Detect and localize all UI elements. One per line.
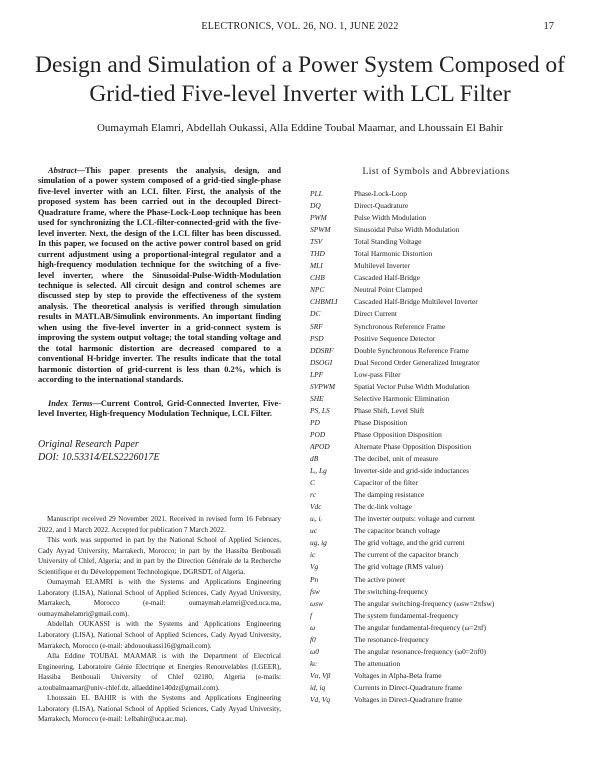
symbol-definition: Voltages in Direct-Quadrature frame bbox=[354, 694, 463, 704]
doi: DOI: 10.53314/ELS2226017E bbox=[38, 452, 160, 464]
symbol-row bbox=[310, 417, 562, 429]
symbol-abbr: ω bbox=[310, 622, 316, 632]
author-list: Oumaymah Elamri, Abdellah Oukassi, Alla Eddine Toubal Maamar, and Lhoussain El Bahir bbox=[96, 122, 504, 134]
symbol-row bbox=[310, 670, 562, 682]
symbol-row bbox=[310, 369, 562, 381]
symbol-definition: The switching-frequency bbox=[354, 586, 429, 596]
symbol-abbr: Lᵢ, Lg bbox=[310, 466, 327, 476]
symbol-definition: Spatial Vector Pulse Width Modulation bbox=[354, 381, 470, 391]
symbol-definition: Currents in Direct-Quadrature frame bbox=[354, 682, 463, 692]
symbol-row bbox=[310, 321, 562, 333]
symbol-abbr: ic bbox=[310, 550, 316, 560]
symbol-row bbox=[310, 513, 562, 525]
symbol-abbr: SRF bbox=[310, 321, 323, 331]
paper-type: Original Research Paper bbox=[38, 439, 139, 451]
running-header bbox=[0, 21, 600, 35]
symbol-abbr: Vg bbox=[310, 562, 319, 572]
symbol-row bbox=[310, 610, 562, 622]
symbol-abbr: PWM bbox=[310, 213, 327, 223]
symbol-definition: The damping resistance bbox=[354, 490, 425, 500]
symbol-row bbox=[310, 622, 562, 634]
symbol-row bbox=[310, 248, 562, 260]
journal-header: ELECTRONICS, VOL. 26, NO. 1, JUNE 2022 bbox=[201, 21, 399, 32]
symbol-definition: The resonance-frequency bbox=[354, 634, 429, 644]
symbol-abbr: DDSRF bbox=[310, 345, 334, 355]
symbol-definition: The system fundamental-frequency bbox=[354, 610, 459, 620]
symbol-row bbox=[310, 357, 562, 369]
symbol-definition: The active power bbox=[354, 574, 406, 584]
symbol-row bbox=[310, 345, 562, 357]
symbol-row bbox=[310, 296, 562, 308]
symbol-row bbox=[310, 694, 562, 706]
symbol-row bbox=[310, 561, 562, 573]
index-terms bbox=[38, 399, 281, 420]
symbol-abbr: POD bbox=[310, 429, 326, 439]
index-terms-lead: Index Terms bbox=[48, 398, 93, 408]
footnote-author-2: Abdellah OUKASSI is with the Systems and Applications Engineering Laboratory (LISA), National School of Applied Sciences, Cady Ayyad University, Marrakech, Morocco (e-mail: abdououkassi16@gmail.com). bbox=[38, 620, 281, 650]
symbol-definition: The inverter outputs: voltage and current bbox=[354, 514, 475, 524]
symbol-row bbox=[310, 598, 562, 610]
symbol-row bbox=[310, 477, 562, 489]
symbol-abbr: PSD bbox=[310, 333, 324, 343]
symbol-row bbox=[310, 236, 562, 248]
symbol-definition: Dual Second Order Generalized Integrator bbox=[354, 357, 480, 367]
symbol-definition: Neutral Point Clamped bbox=[354, 285, 423, 295]
symbol-abbr: fsw bbox=[310, 586, 320, 596]
symbol-definition: Cascaded Half-Bridge bbox=[354, 273, 420, 283]
symbol-definition: The decibel, unit of measure bbox=[354, 454, 439, 464]
symbol-row bbox=[310, 489, 562, 501]
symbol-abbr: SPWM bbox=[310, 225, 331, 235]
symbol-definition: The dc-link voltage bbox=[354, 502, 412, 512]
symbol-definition: Voltages in Alpha-Beta frame bbox=[354, 670, 442, 680]
symbol-definition: The grid voltage, and the grid current bbox=[354, 538, 465, 548]
symbol-abbr: ωsw bbox=[310, 598, 324, 608]
symbol-row bbox=[310, 308, 562, 320]
abstract-text: —This paper presents the analysis, design, and simulation of a power system composed of a grid-tied single-phase five-level inverter with an LCL filter. First, the analysis of the proposed system has been carried out in the decoupled Direct-Quadrature frame, where the Phase-Lock-Loop technique has been used for synchronizing the LCL-filter-connected-grid with the five-level inverter. Next, the design of the LCL filter has been discussed. In this paper, we focused on the active power control based on grid current adjustment using a proportional-integral regulator and a high-frequency modulation technique for the switching of a five-level inverter, where the Sinusoidal-Pulse-Width-Modulation technique is selected. All circuit design and control schemes are discussed step by step to provide the effectiveness of the system analysis. The theoretical analysis is verified through simulation results in MATLAB/Simulink environments. An important finding when using the five-level inverter in a grid-connect system is improving the system output voltage; the total standing voltage and the total harmonic distortion are decreased compared to a conventional H-bridge inverter. The results indicate that the total harmonic distortion of grid-current is less than 0.2%, which is according to the international standards. bbox=[38, 166, 281, 385]
symbol-row bbox=[310, 441, 562, 453]
symbol-abbr: DC bbox=[310, 309, 321, 319]
symbol-row bbox=[310, 501, 562, 513]
symbol-abbr: PLL bbox=[310, 189, 323, 198]
symbol-definition: Phase-Lock-Loop bbox=[354, 189, 407, 198]
symbol-definition: Direct-Quadrature bbox=[354, 201, 409, 211]
footnotes bbox=[38, 514, 281, 725]
footnote-author-3: Alla Eddine TOUBAL MAAMAR is with the Department of Electrical Engineering, Laboratoire Génie Electrique et Energies Renouvelables (LGEER), Hassiba Benbouali University of Chlef 02180, Algeria (e-mails: a.toubalmaamar@univ-chlef.dz, allaeddine140dz@gmail.com). bbox=[38, 652, 281, 692]
symbol-abbr: ω0 bbox=[310, 646, 319, 656]
symbol-definition: Multilevel Inverter bbox=[354, 261, 411, 271]
symbol-row bbox=[310, 333, 562, 345]
symbol-definition: The angular resonance-frequency (ω0=2πf0) bbox=[354, 646, 486, 656]
symbol-definition: Capacitor of the filter bbox=[354, 478, 418, 488]
symbol-abbr: DSOGI bbox=[310, 357, 333, 367]
symbol-abbr: rc bbox=[310, 490, 316, 500]
symbol-definition: Double Synchronous Reference Frame bbox=[354, 345, 469, 355]
symbol-definition: The current of the capacitor branch bbox=[354, 550, 459, 560]
symbol-row bbox=[310, 586, 562, 598]
symbol-abbr: Vd, Vq bbox=[310, 694, 331, 704]
symbol-abbr: uc bbox=[310, 526, 317, 536]
symbols-title: List of Symbols and Abbreviations bbox=[362, 166, 510, 177]
symbol-row bbox=[310, 260, 562, 272]
symbol-abbr: Vdc bbox=[310, 502, 322, 512]
paper-title: Design and Simulation of a Power System Composed of Grid-tied Five-level Inverter with LCL Filter bbox=[34, 52, 565, 107]
symbol-abbr: SHE bbox=[310, 393, 324, 403]
symbol-definition: Phase Opposition Disposition bbox=[354, 429, 442, 439]
symbol-abbr: PS, LS bbox=[310, 405, 330, 415]
symbol-abbr: PD bbox=[310, 417, 320, 427]
symbol-definition: The grid voltage (RMS value) bbox=[354, 562, 444, 572]
symbol-row bbox=[310, 682, 562, 694]
symbol-definition: Sinusoidal Pulse Width Modulation bbox=[354, 225, 460, 235]
symbol-abbr: NPC bbox=[310, 285, 325, 295]
symbol-abbr: dB bbox=[310, 454, 319, 464]
symbol-definition: Pulse Width Modulation bbox=[354, 213, 427, 223]
symbol-abbr: LPF bbox=[310, 369, 324, 379]
symbol-definition: The angular fundamental-frequency (ω=2πf) bbox=[354, 622, 486, 632]
footnote-author-4: Lhoussain EL BAHIR is with the Systems and Applications Engineering Laboratory (LISA), National School of Applied Sciences, Cady Ayyad University, Marrakech, Morocco (e-mail: l.elbahir@uca.ac.ma). bbox=[38, 694, 281, 724]
symbol-definition: Phase Shift, Level Shift bbox=[354, 405, 425, 415]
symbol-row bbox=[310, 465, 562, 477]
symbol-abbr: THD bbox=[310, 249, 325, 259]
symbol-abbr: C bbox=[310, 478, 315, 488]
symbol-row bbox=[310, 549, 562, 561]
symbol-row bbox=[310, 405, 562, 417]
symbol-abbr: SVPWM bbox=[310, 381, 336, 391]
symbol-list bbox=[310, 188, 562, 706]
symbol-definition: The capacitor branch voltage bbox=[354, 526, 440, 536]
symbol-row bbox=[310, 284, 562, 296]
symbol-abbr: Vα, Vβ bbox=[310, 670, 331, 680]
symbol-abbr: ug, ig bbox=[310, 538, 327, 548]
symbol-definition: Phase Disposition bbox=[354, 417, 408, 427]
symbol-definition: Synchronous Reference Frame bbox=[354, 321, 446, 331]
abstract-lead: Abstract bbox=[48, 166, 77, 175]
symbol-abbr: TSV bbox=[310, 237, 323, 247]
symbol-definition: Alternate Phase Opposition Disposition bbox=[354, 441, 472, 451]
symbol-row bbox=[310, 658, 562, 670]
symbol-row bbox=[310, 224, 562, 236]
symbol-definition: Low-pass Filter bbox=[354, 369, 401, 379]
left-column bbox=[38, 166, 281, 464]
symbol-row bbox=[310, 646, 562, 658]
symbol-definition: Inverter-side and grid-side inductances bbox=[354, 466, 469, 476]
symbol-abbr: CHB bbox=[310, 273, 325, 283]
symbol-abbr: f bbox=[310, 610, 313, 620]
index-terms-text: —Current Control, Grid-Connected Inverter, Five-level Inverter, High-frequency Modulation Technique, LCL Filter. bbox=[38, 398, 281, 418]
symbol-abbr: id, iq bbox=[310, 682, 326, 692]
symbol-abbr: DQ bbox=[310, 201, 321, 211]
symbol-definition: Direct Current bbox=[354, 309, 397, 319]
symbol-row bbox=[310, 200, 562, 212]
page-number: 17 bbox=[543, 21, 554, 32]
footnote-author-1: Oumaymah ELAMRI is with the Systems and Applications Engineering Laboratory (LISA), National School of Applied Sciences, Cady Ayyad University, Marrakech, Morocco (e-mail: oumaymah.elamri@ced.uca.ma, oumaymahelamri@gmail.com). bbox=[38, 578, 281, 618]
symbol-definition: Total Standing Voltage bbox=[354, 237, 422, 247]
symbol-definition: Total Harmonic Distortion bbox=[354, 249, 433, 259]
symbol-abbr: APOD bbox=[310, 441, 330, 451]
footnote-received: Manuscript received 29 November 2021. Received in revised form 16 February 2022, and 1 March 2022. Accepted for publication 7 March 2022. bbox=[38, 515, 281, 534]
symbol-row bbox=[310, 537, 562, 549]
symbol-abbr: CHBMLI bbox=[310, 297, 338, 307]
symbol-definition: The angular switching-frequency (ωsw=2πfsw) bbox=[354, 598, 495, 608]
symbol-row bbox=[310, 525, 562, 537]
symbol-row bbox=[310, 453, 562, 465]
symbol-definition: Selective Harmonic Elimination bbox=[354, 393, 450, 403]
symbol-row bbox=[310, 381, 562, 393]
symbol-row bbox=[310, 429, 562, 441]
symbol-abbr: MLI bbox=[310, 261, 323, 271]
symbol-definition: Positive Sequence Detector bbox=[354, 333, 436, 343]
symbol-row bbox=[310, 188, 562, 200]
symbol-row bbox=[310, 272, 562, 284]
symbol-row bbox=[310, 212, 562, 224]
symbol-definition: Cascaded Half-Bridge Multilevel Inverter bbox=[354, 297, 478, 307]
symbol-definition: The attenuation bbox=[354, 658, 401, 668]
symbol-abbr: uᵢ, iᵢ bbox=[310, 514, 322, 524]
symbol-abbr: kc bbox=[310, 658, 317, 668]
footnote-funding: This work was supported in part by the National School of Applied Sciences, Cady Ayyad University, Marrakech, Morocco; in part by the Hassiba Benbouali University of Chlef, Algeria; and in part by the Direction Générale de la Recherche Scientifique et du Développement Technologique, DGRSDT, of Algeria. bbox=[38, 536, 281, 576]
symbol-abbr: Pn bbox=[310, 574, 319, 584]
right-column bbox=[310, 166, 562, 706]
symbol-row bbox=[310, 393, 562, 405]
symbol-row bbox=[310, 574, 562, 586]
symbol-abbr: f0 bbox=[310, 634, 316, 644]
symbol-row bbox=[310, 634, 562, 646]
abstract bbox=[38, 166, 281, 386]
